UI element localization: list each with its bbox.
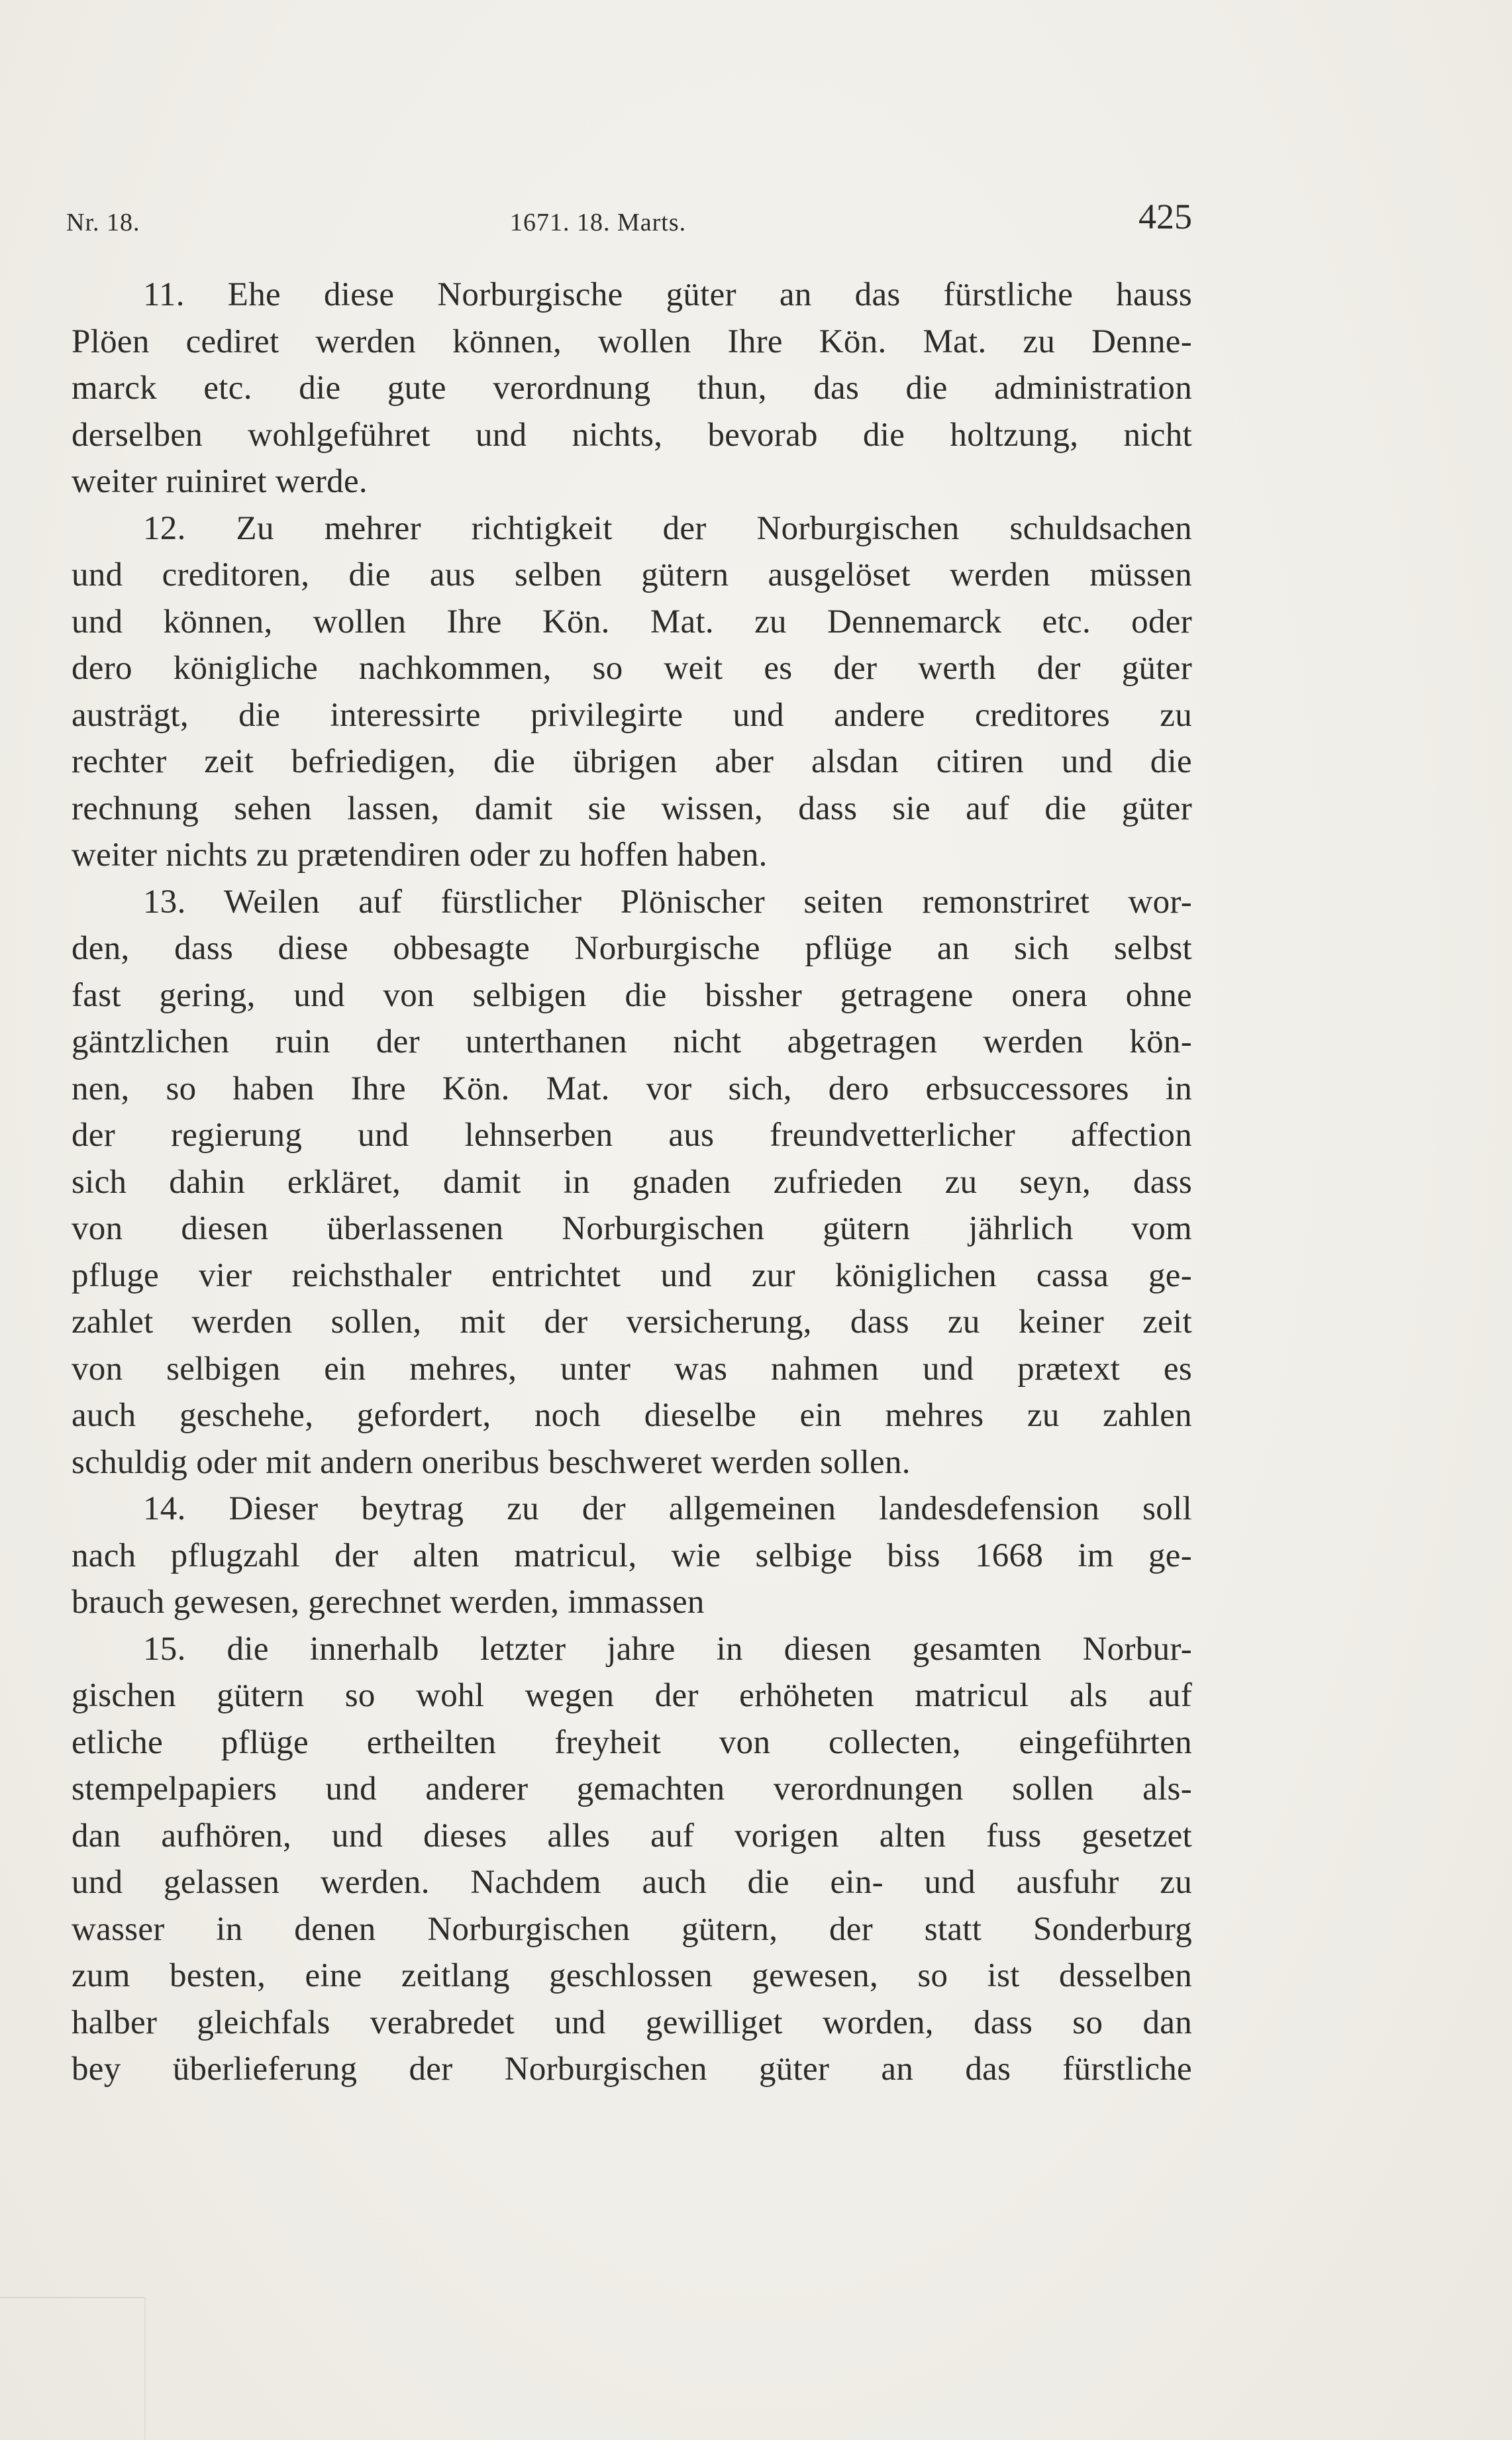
text-line: und können, wollen Ihre Kön. Mat. zu Dennemarck etc. oder [72,603,1192,640]
text-line: dan aufhören, und dieses alles auf vorigen alten fuss gesetzet [72,1817,1192,1855]
text-line: pfluge vier reichsthaler entrichtet und zur königlichen cassa ge- [72,1256,1192,1294]
text-line: 15. die innerhalb letzter jahre in diesen gesamten Norbur- [143,1630,1192,1668]
text-line: derselben wohlgeführet und nichts, bevorab die holtzung, nicht [72,416,1192,454]
text-line: Plöen cediret werden können, wollen Ihre Kön. Mat. zu Denne- [72,323,1192,360]
body-text [72,272,1192,2093]
text-line: und creditoren, die aus selben gütern ausgelöset werden müssen [72,556,1192,593]
text-line: halber gleichfals verabredet und gewilliget worden, dass so dan [72,2004,1192,2041]
text-line: von diesen überlassenen Norburgischen gütern jährlich vom [72,1210,1192,1247]
text-line: 13. Weilen auf fürstlicher Plönischer seiten remonstriret wor- [143,883,1192,921]
text-line: nen, so haben Ihre Kön. Mat. vor sich, dero erbsuccessores in [72,1070,1192,1107]
text-line: zum besten, eine zeitlang geschlossen gewesen, so ist desselben [72,1957,1192,1994]
text-line: 11. Ehe diese Norburgische güter an das fürstliche hauss [143,276,1192,313]
text-line: schuldig oder mit andern oneribus beschweret werden sollen. [72,1443,911,1481]
text-line: wasser in denen Norburgischen gütern, der statt Sonderburg [72,1910,1192,1948]
text-line: sich dahin erkläret, damit in gnaden zufrieden zu seyn, dass [72,1163,1192,1201]
text-line: marck etc. die gute verordnung thun, das die administration [72,370,1192,407]
text-line: etliche pflüge ertheilten freyheit von collecten, eingeführten [72,1723,1192,1761]
text-line: austrägt, die interessirte privilegirte und andere creditores zu [72,696,1192,734]
text-line: nach pflugzahl der alten matricul, wie selbige biss 1668 im ge- [72,1537,1192,1574]
page-number: 425 [1138,197,1192,236]
text-line: fast gering, und von selbigen die bissher getragene onera ohne [72,976,1192,1014]
text-line: brauch gewesen, gerechnet werden, immassen [72,1584,705,1621]
document-number: Nr. 18. [66,209,140,236]
text-line: 14. Dieser beytrag zu der allgemeinen landesdefension soll [143,1490,1192,1527]
text-line: gäntzlichen ruin der unterthanen nicht abgetragen werden kön- [72,1023,1192,1060]
scan-edge-line [0,2297,146,2298]
text-line: von selbigen ein mehres, unter was nahmen und prætext es [72,1350,1192,1388]
text-line: zahlet werden sollen, mit der versicherung, dass zu keiner zeit [72,1303,1192,1341]
text-line: rechter zeit befriedigen, die übrigen aber alsdan citiren und die [72,743,1192,780]
text-line: weiter ruiniret werde. [72,463,368,500]
running-header [66,196,1192,242]
text-line: auch geschehe, gefordert, noch dieselbe ein mehres zu zahlen [72,1397,1192,1434]
document-date: 1671. 18. Marts. [510,209,687,236]
text-line: den, dass diese obbesagte Norburgische pflüge an sich selbst [72,930,1192,967]
text-line: 12. Zu mehrer richtigkeit der Norburgischen schuldsachen [143,509,1192,547]
text-line: und gelassen werden. Nachdem auch die ein- und ausfuhr zu [72,1864,1192,1901]
text-line: stempelpapiers und anderer gemachten verordnungen sollen als- [72,1770,1192,1807]
text-line: gischen gütern so wohl wegen der erhöheten matricul als auf [72,1677,1192,1714]
text-line: weiter nichts zu prætendiren oder zu hoffen haben. [72,837,768,874]
text-line: rechnung sehen lassen, damit sie wissen, dass sie auf die güter [72,789,1192,827]
scan-edge-line-vertical [144,2297,146,2440]
text-line: dero königliche nachkommen, so weit es der werth der güter [72,650,1192,687]
text-line: bey überlieferung der Norburgischen güter an das fürstliche [72,2051,1192,2088]
text-line: der regierung und lehnserben aus freundvetterlicher affection [72,1117,1192,1154]
